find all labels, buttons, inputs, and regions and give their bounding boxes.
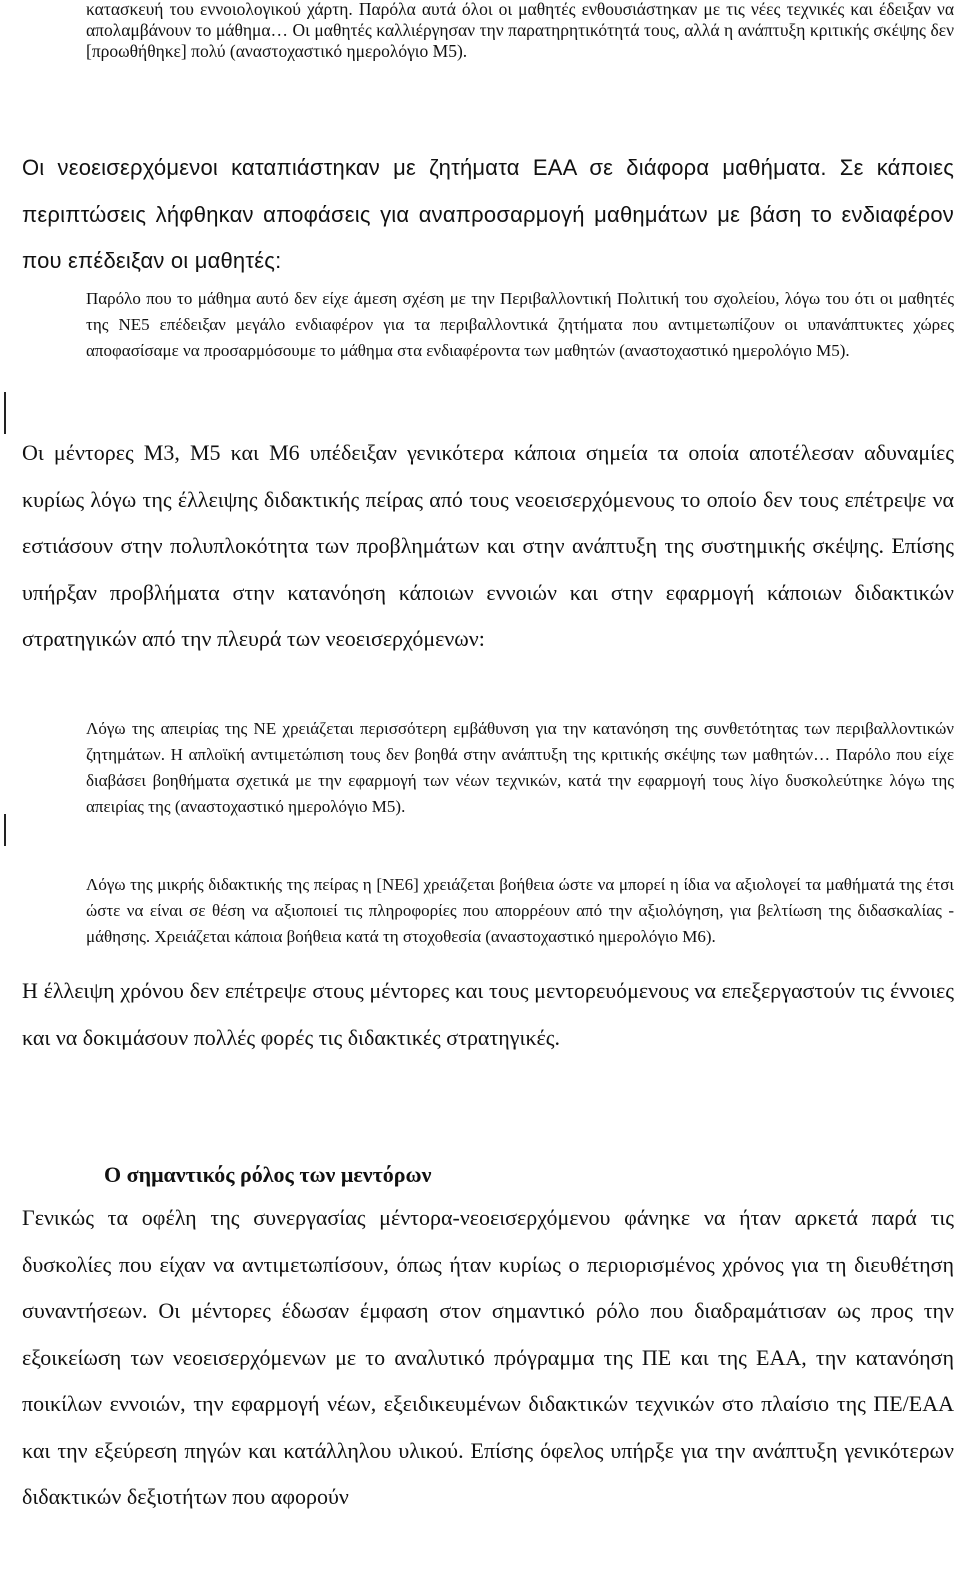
paragraph-time-shortage: Η έλλειψη χρόνου δεν επέτρεψε στους μέντορες και τους μεντορευόμενους να επεξεργαστούν τις έννοιες και να δοκιμάσουν πολλές φορές τις διδακτικές στρατηγικές.: [22, 978, 954, 1050]
quote-m6-goals: Λόγω της μικρής διδακτικής της πείρας η [ΝΕ6] χρειάζεται βοήθεια ώστε να μπορεί η ίδια να αξιολογεί τα μαθήματά της έτσι ώστε να είναι σε θέση να αξιοποιεί τις πληροφορίες που απορρέουν από την αξιολόγηση, για βελτίωση της διδασκαλίας - μάθησης. Χρειάζεται κάποια βοήθεια κατά τη στοχοθεσία (αναστοχαστικό ημερολόγιο Μ6).: [86, 875, 954, 946]
paragraph-mentors-role: Γενικώς τα οφέλη της συνεργασίας μέντορα-νεοεισερχόμενου φάνηκε να ήταν αρκετά παρά τις δυσκολίες που είχαν να αντιμετωπίσουν, όπως ήταν κυρίως ο περιορισμένος χρόνος για τη διευθέτηση συναντήσεων. Οι μέντορες έδωσαν έμφαση στον σημαντικό ρόλο που διαδραμάτισαν ως προς την εξοικείωση των νεοεισερχόμενων με το αναλυτικό πρόγραμμα της ΠΕ και της ΕΑΑ, την κατανόηση ποικίλων εννοιών, την εφαρμογή νέων, εξειδικευμένων διδακτικών τεχνικών στο πλαίσιο της ΠΕ/ΕΑΑ και την εξεύρεση πηγών και κατάλληλου υλικού. Επίσης όφελος υπήρξε για την ανάπτυξη γενικότερων διδακτικών δεξιοτήτων που αφορούν: [22, 1205, 954, 1509]
quote-m5-complexity: Λόγω της απειρίας της ΝΕ χρειάζεται περισσότερη εμβάθυνση για την κατανόηση της συνθετότητας των περιβαλλοντικών ζητημάτων. Η απλοϊκή αντιμετώπιση τους δεν βοηθά στην ανάπτυξη της κριτικής σκέψης των μαθητών… Παρόλο που είχε διαβάσει βοηθήματα σχετικά με την εφαρμογή των νέων τεχνικών, κατά την εφαρμογή τους λίγο δυσκολεύτηκε λόγω της απειρίας της (αναστοχαστικό ημερολόγιο Μ5).: [86, 719, 954, 816]
paragraph-newcomers: Οι νεοεισερχόμενοι καταπιάστηκαν με ζητήματα ΕΑΑ σε διάφορα μαθήματα. Σε κάποιες περιπτώσεις λήφθηκαν αποφάσεις για αναπροσαρμογή μαθημάτων με βάση το ενδιαφέρον που επέδειξαν οι μαθητές:: [22, 155, 954, 273]
quote-m5-policy: Παρόλο που το μάθημα αυτό δεν είχε άμεση σχέση με την Περιβαλλοντική Πολιτική του σχολείου, λόγω του ότι οι μαθητές της ΝΕ5 επέδειξαν μεγάλο ενδιαφέρον για τα περιβαλλοντικά ζητήματα που αντιμετωπίζουν οι υπανάπτυκτες χώρες αποφασίσαμε να προσαρμόσουμε το μάθημα στα ενδιαφέροντα των μαθητών (αναστοχαστικό ημερολόγιο Μ5).: [86, 289, 954, 360]
section-heading: Ο σημαντικός ρόλος των μεντόρων: [104, 1162, 432, 1187]
revision-bar: [4, 392, 6, 434]
paragraph-top: κατασκευή του εννοιολογικού χάρτη. Παρόλα αυτά όλοι οι μαθητές ενθουσιάστηκαν με τις νέες τεχνικές και έδειξαν να απολαμβάνουν το μάθημα… Οι μαθητές καλλιέργησαν την παρατηρητικότητά τους, αλλά η ανάπτυξη κριτικής σκέψης δεν [προωθήθηκε] πολύ (αναστοχαστικό ημερολόγιο Μ5).: [86, 0, 954, 61]
revision-bar: [4, 814, 6, 846]
paragraph-mentors-weaknesses: Οι μέντορες Μ3, Μ5 και Μ6 υπέδειξαν γενικότερα κάποια σημεία τα οποία αποτέλεσαν αδυναμίες κυρίως λόγω της έλλειψης διδακτικής πείρας από τους νεοεισερχόμενους το οποίο δεν τους επέτρεψε να εστιάσουν στην πολυπλοκότητα των προβλημάτων και στην ανάπτυξη της συστημικής σκέψης. Επίσης υπήρξαν προβλήματα στην κατανόηση κάποιων εννοιών και στην εφαρμογή κάποιων διδακτικών στρατηγικών από την πλευρά των νεοεισερχόμενων:: [22, 440, 954, 651]
